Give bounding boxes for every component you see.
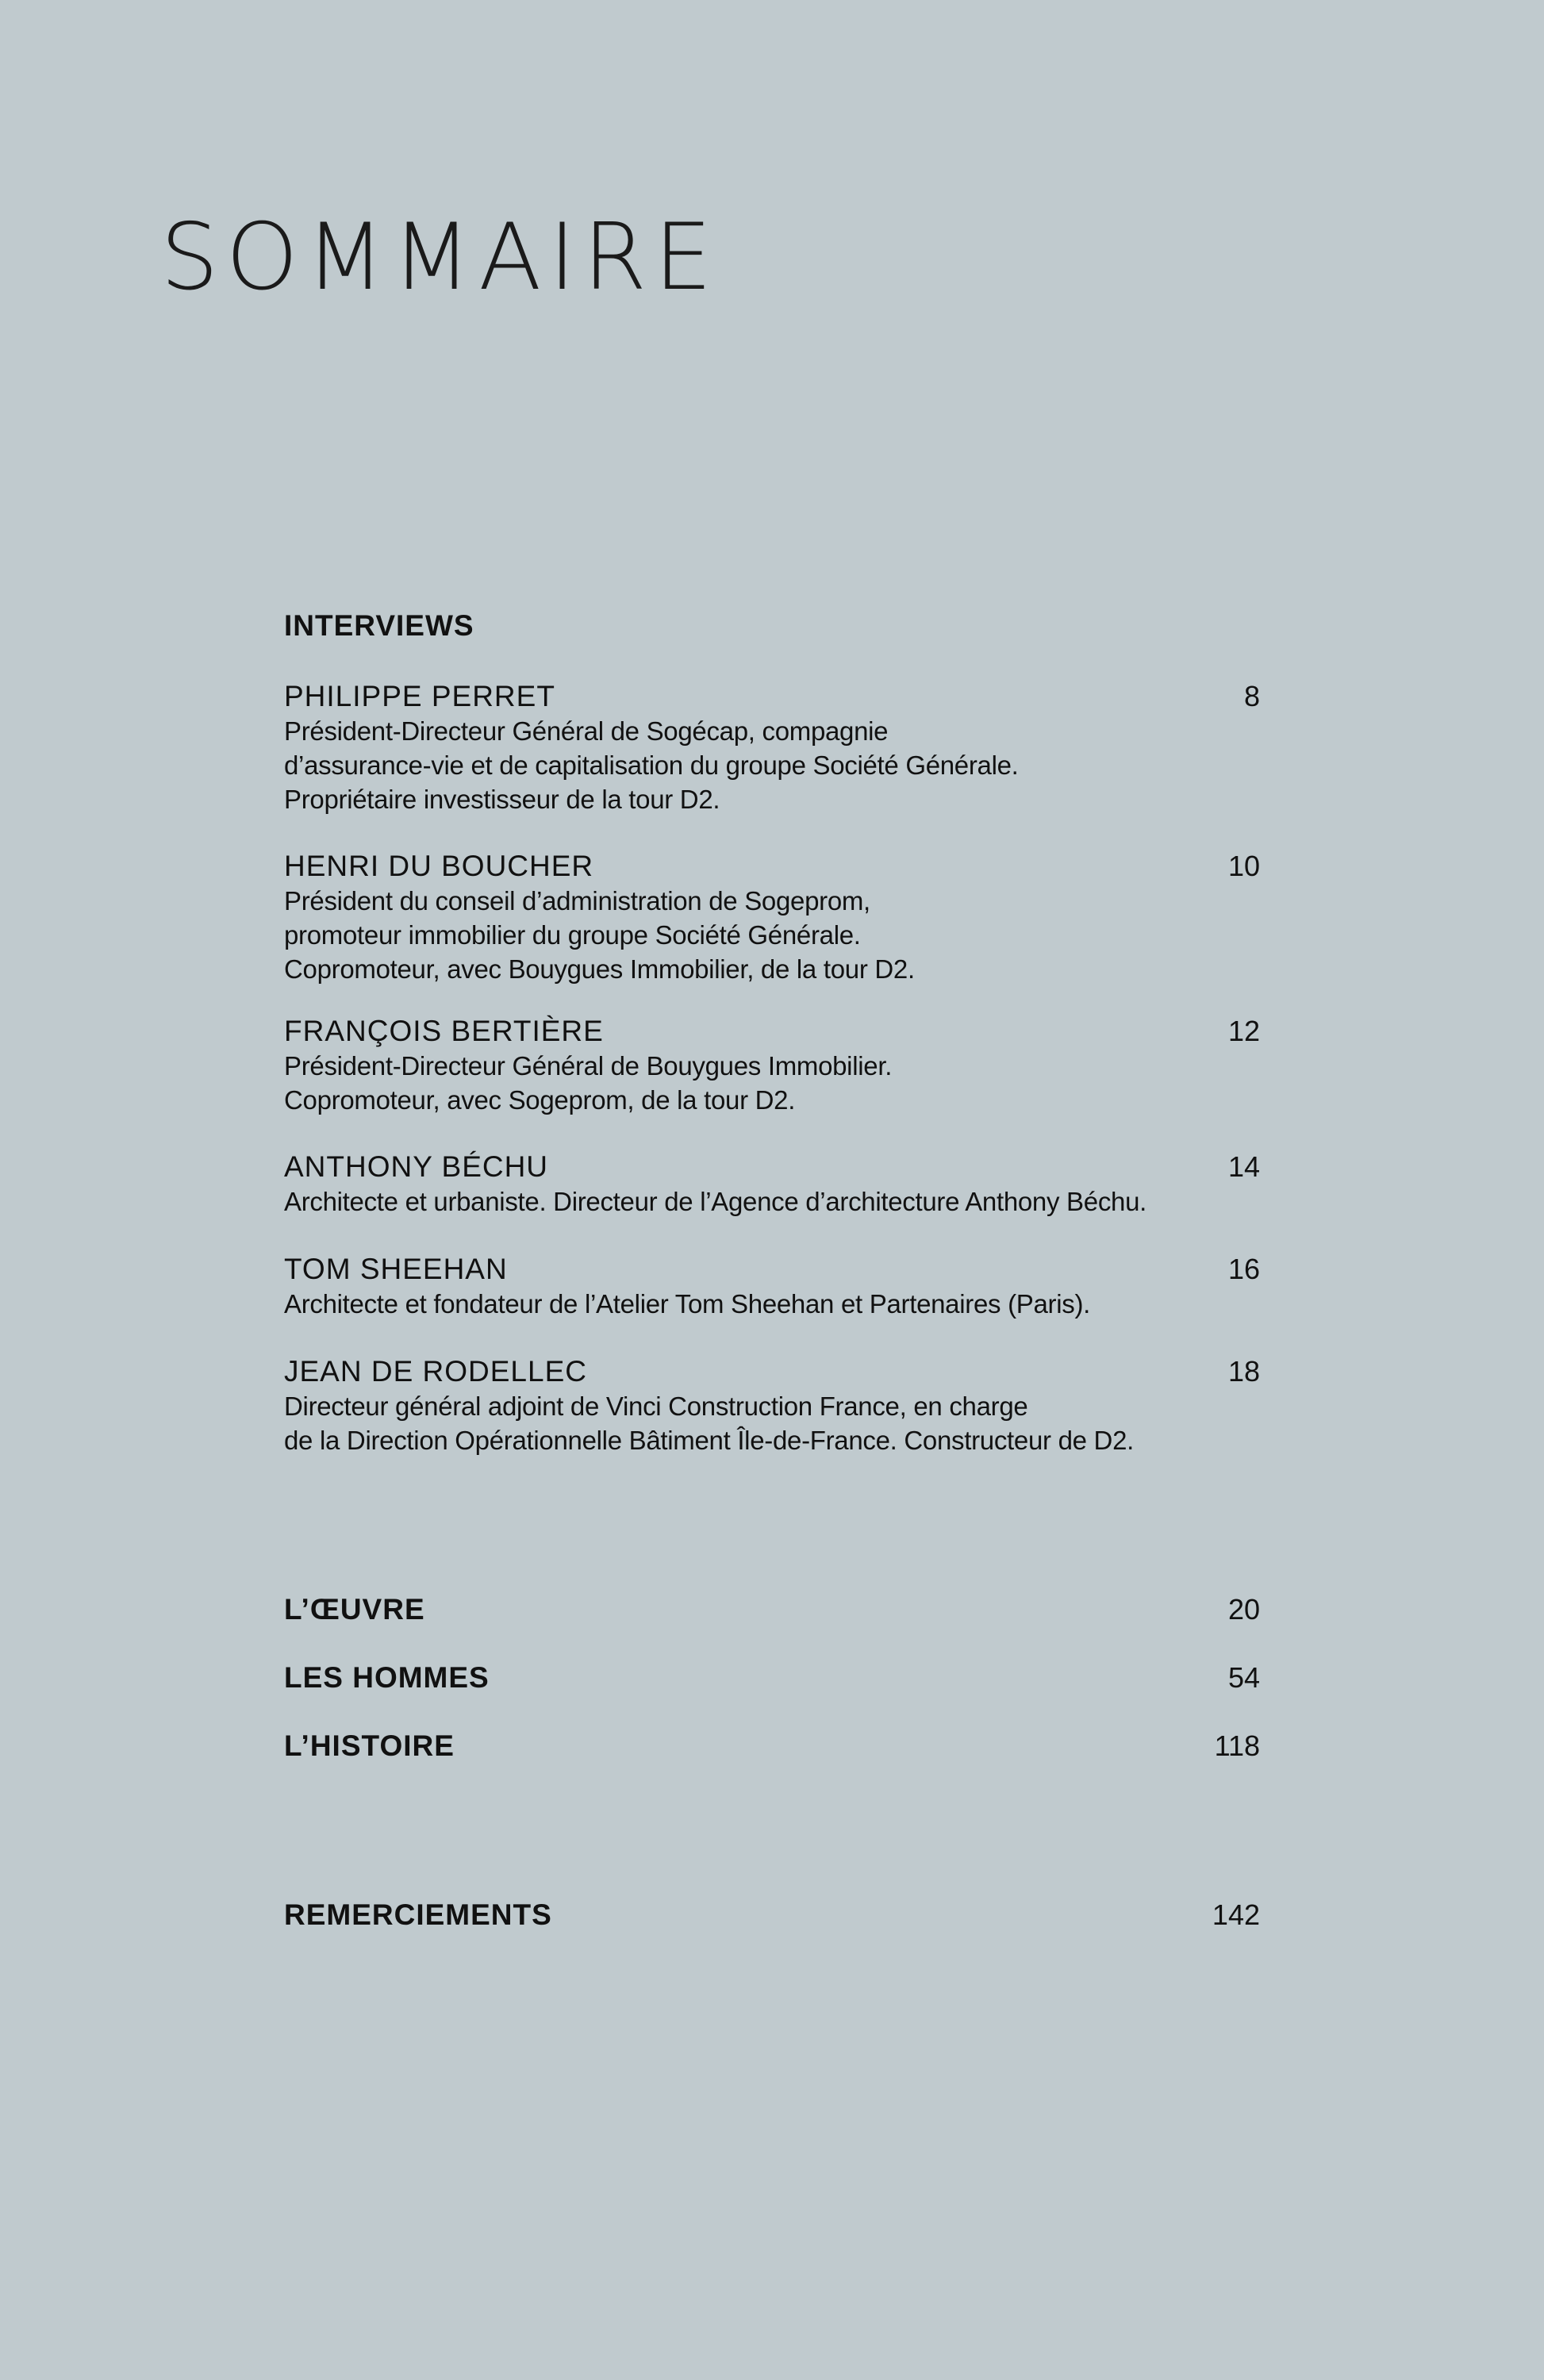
entry-page-number: 16	[1227, 1253, 1260, 1285]
toc-entry-acknowledgements[interactable]	[284, 1898, 1260, 1933]
entry-name: REMERCIEMENTS	[284, 1898, 552, 1931]
page-title: SOMMAIRE	[160, 204, 720, 311]
entry-page-number: 18	[1227, 1355, 1260, 1388]
entry-name: JEAN DE RODELLEC	[284, 1355, 587, 1388]
entry-description: Architecte et urbaniste. Directeur de l’Agence d’architecture Anthony Béchu.	[284, 1187, 1146, 1216]
entry-name: FRANÇOIS BERTIÈRE	[284, 1015, 604, 1047]
entry-page-number: 10	[1227, 850, 1260, 882]
toc-entry-section[interactable]	[284, 1592, 1260, 1627]
toc-entry-interview[interactable]	[284, 1252, 1260, 1321]
entry-name: ANTHONY BÉCHU	[284, 1150, 549, 1183]
entry-description: Président-Directeur Général de Bouygues Immobilier. Copromoteur, avec Sogeprom, de la tour D2.	[284, 1051, 893, 1115]
entry-page-number: 8	[1243, 680, 1260, 712]
entry-description: Président-Directeur Général de Sogécap, compagnie d’assurance-vie et de capitalisation du groupe Société Générale. Propriétaire investisseur de la tour D2.	[284, 716, 1019, 814]
toc-entry-interview[interactable]	[284, 1354, 1260, 1457]
entry-name: HENRI DU BOUCHER	[284, 850, 594, 882]
entry-name: LES HOMMES	[284, 1661, 490, 1694]
entry-description: Architecte et fondateur de l’Atelier Tom Sheehan et Partenaires (Paris).	[284, 1289, 1090, 1319]
entry-page-number: 118	[1214, 1729, 1260, 1762]
entry-name: TOM SHEEHAN	[284, 1253, 508, 1285]
entry-page-number: 142	[1212, 1898, 1260, 1931]
interviews-heading: INTERVIEWS	[284, 609, 474, 642]
toc-entry-interview[interactable]	[284, 1150, 1260, 1219]
entry-page-number: 14	[1227, 1150, 1260, 1183]
toc-entry-interview[interactable]	[284, 679, 1260, 816]
entry-description: Directeur général adjoint de Vinci Construction France, en charge de la Direction Opérationnelle Bâtiment Île-de-France. Constructeur de D2.	[284, 1392, 1135, 1455]
entry-name: L’HISTOIRE	[284, 1729, 455, 1762]
entry-name: PHILIPPE PERRET	[284, 680, 555, 712]
toc-entry-section[interactable]	[284, 1729, 1260, 1764]
entry-page-number: 54	[1227, 1661, 1260, 1694]
toc-entry-interview[interactable]	[284, 849, 1260, 986]
toc-entry-section[interactable]	[284, 1660, 1260, 1695]
entry-description: Président du conseil d’administration de Sogeprom, promoteur immobilier du groupe Société Générale. Copromoteur, avec Bouygues Immobilier, de la tour D2.	[284, 886, 915, 984]
toc-entry-interview[interactable]	[284, 1014, 1260, 1117]
entry-page-number: 20	[1227, 1593, 1260, 1626]
entry-page-number: 12	[1227, 1015, 1260, 1047]
entry-name: L’ŒUVRE	[284, 1593, 425, 1626]
